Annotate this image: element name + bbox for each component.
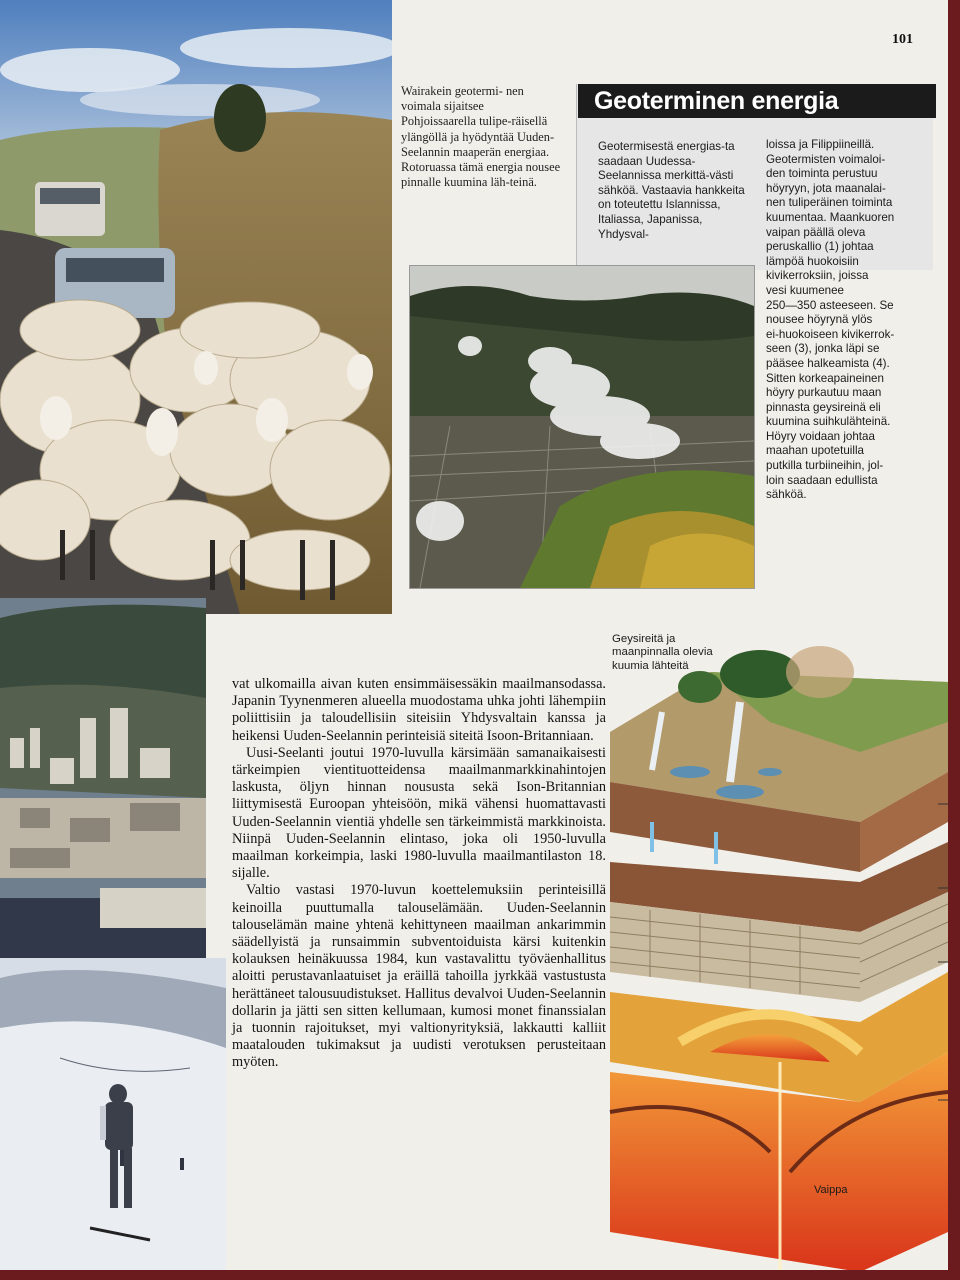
main-article-text xyxy=(232,676,606,1072)
page-number: 101 xyxy=(892,32,913,47)
diagram-label-geysers: Geysireitä ja maanpinnalla olevia kuumia lähteitä xyxy=(612,633,713,672)
ski-slope-photo xyxy=(0,958,226,1270)
sidebar-text-column-1: Geotermisestä energias-ta saadaan Uudessa-Seelannissa merkittä-västi sähköä. Vastaavia hankkeita on toteutettu Islannissa, Italiassa, Japanissa, Yhdysval- xyxy=(598,140,745,241)
geothermal-diagram xyxy=(590,632,948,1270)
sheep-road-photo xyxy=(0,0,392,614)
geothermal-plant-photo xyxy=(410,266,754,588)
sidebar-title: Geoterminen energia xyxy=(578,84,936,118)
city-photo xyxy=(0,598,206,976)
diagram-label-mantle: Vaippa xyxy=(814,1184,848,1196)
sidebar-text-column-2: loissa ja Filippiineillä. Geotermisten voimaloi- den toiminta perustuu höyryyn, jota maanalai- nen tuliperäinen toiminta kuumentaa. Maankuoren vaipan päällä oleva peruskallio (1) johtaa lämpöä huokoisiin kivikerroksiin, joissa vesi kuumenee 250—350 asteeseen. Se nousee höyrynä ylös ei-huokoiseen kivikerrok- seen (3), jonka läpi se pääsee halkeamista (4). Sitten korkeapaineinen höyry purkautuu maan pinnasta geysireinä eli kuumina suihkulähteinä. Höyry voidaan johtaa maahan upotetuilla putkilla turbiineihin, jol- loin saadaan edullista sähköä. xyxy=(766,138,895,502)
photo-caption: Wairakein geotermi- nen voimala sijaitsee Pohjoissaarella tulipe-räisellä ylängöllä ja hyödyntää Uuden-Seelannin maaperän energiaa. Rotoruassa tämä energia nousee pinnalle kuumina läh-teinä. xyxy=(401,84,561,190)
paragraph-3: Valtio vastasi 1970-luvun koettelemuksiin perinteisillä keinoilla puuttumalla talouselämään. Uuden-Seelannin talouselämän maine yhtenä kehittyneen maailman ankarimmin säädellyistä ja runsaimmin subventoiduista kärsi kuitenkin kolauksen heinäkuussa 1984, kun vastavalittu työväenhallitus aloitti perustavanlaatuiset ja eräillä tahoilla jyrkkää vastustusta herättäneet talousuudistukset. Hallitus devalvoi Uuden-Seelannin dollarin ja jätti sen sitten kellumaan, kumosi monet finanssialan ja tuonnin rajoitukset, myi valtionyrityksiä, lakkautti kalliit maatalouden tukimaksut ja uudisti verotuksen perusteitaan myöten. xyxy=(232,882,606,1071)
paragraph-2: Uusi-Seelanti joutui 1970-luvulla kärsimään samanaikaisesti tärkeimpien vientituotteidensa maailmanmarkkinahintojen laskusta, öljyn hinnan noususta sekä Ison-Britannian liittymisestä Euroopan yhteisöön, mikä vähensi huomattavasti Uuden-Seelannin vientiä yhdelle sen tärkeimmistä markkinoista. Niinpä Uuden-Seelannin elintaso, joka oli 1950-luvulla maailman korkeimpia, laski 1980-luvulla maailmantilaston 18. sijalle. xyxy=(232,744,606,882)
paragraph-1: vat ulkomailla aivan kuten ensimmäisessäkin maailmansodassa. Japanin Tyynenmeren alueella muodostama uhka johti lähempiin poliittisiin ja taloudellisiin siteisiin Yhdysvaltain kanssa ja heikensi Uuden-Seelannin perinteisiä siteitä Isoon-Britanniaan. xyxy=(232,676,606,744)
